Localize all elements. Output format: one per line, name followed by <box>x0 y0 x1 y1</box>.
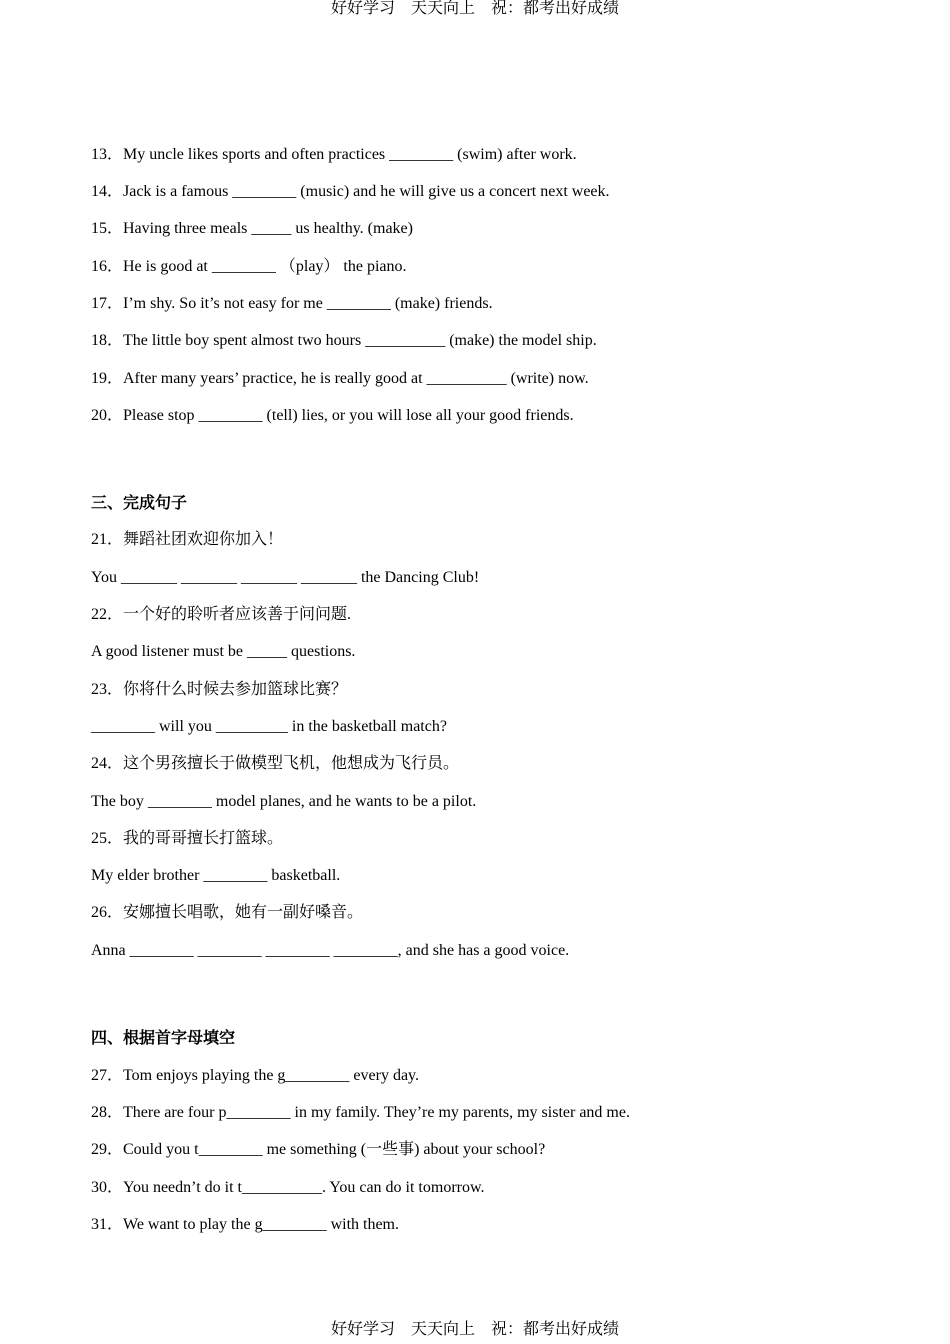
question-26-prompt: 26．安娜擅长唱歌，她有一副好嗓音。 <box>91 904 364 921</box>
question-21-prompt: 21．舞蹈社团欢迎你加入！ <box>91 531 284 548</box>
question-23-prompt: 23．你将什么时候去参加篮球比赛？ <box>91 681 348 698</box>
page-header: 好好学习 天天向上 祝：都考出好成绩 <box>330 0 619 17</box>
question-14: 14．Jack is a famous ________ (music) and he will give us a concert next week. <box>91 183 610 200</box>
question-17: 17．I’m shy. So it’s not easy for me ________ (make) friends. <box>91 295 493 312</box>
question-22-sentence: A good listener must be _____ questions. <box>91 643 356 660</box>
question-18: 18．The little boy spent almost two hours __________ (make) the model ship. <box>91 332 597 349</box>
question-27: 27．Tom enjoys playing the g________ every day. <box>91 1067 420 1084</box>
question-31: 31．We want to play the g________ with them. <box>91 1216 400 1233</box>
question-28: 28．There are four p________ in my family. They’re my parents, my sister and me. <box>91 1104 630 1121</box>
question-29: 29．Could you t________ me something (一些事) about your school? <box>91 1141 546 1158</box>
question-30: 30．You needn’t do it t__________. You can do it tomorrow. <box>91 1179 485 1196</box>
question-25-prompt: 25．我的哥哥擅长打篮球。 <box>91 830 284 847</box>
question-13: 13．My uncle likes sports and often practices ________ (swim) after work. <box>91 146 577 163</box>
section-3-title: 三、完成句子 <box>91 493 188 512</box>
question-24-sentence: The boy ________ model planes, and he wants to be a pilot. <box>91 793 477 810</box>
question-24-prompt: 24．这个男孩擅长于做模型飞机，他想成为飞行员。 <box>91 755 460 772</box>
question-19: 19．After many years’ practice, he is really good at __________ (write) now. <box>91 370 589 387</box>
question-16: 16．He is good at ________ （play） the piano. <box>91 258 407 275</box>
question-21-sentence: You _______ _______ _______ _______ the Dancing Club! <box>91 569 480 586</box>
question-25-sentence: My elder brother ________ basketball. <box>91 867 341 884</box>
page-footer: 好好学习 天天向上 祝：都考出好成绩 <box>330 1321 619 1338</box>
question-26-sentence: Anna ________ ________ ________ ________, and she has a good voice. <box>91 942 570 959</box>
question-22-prompt: 22．一个好的聆听者应该善于问问题. <box>91 606 352 623</box>
question-23-sentence: ________ will you _________ in the basketball match? <box>91 718 447 735</box>
question-20: 20．Please stop ________ (tell) lies, or you will lose all your good friends. <box>91 407 574 424</box>
question-15: 15．Having three meals _____ us healthy. (make) <box>91 220 413 237</box>
section-4-title: 四、根据首字母填空 <box>91 1028 236 1047</box>
